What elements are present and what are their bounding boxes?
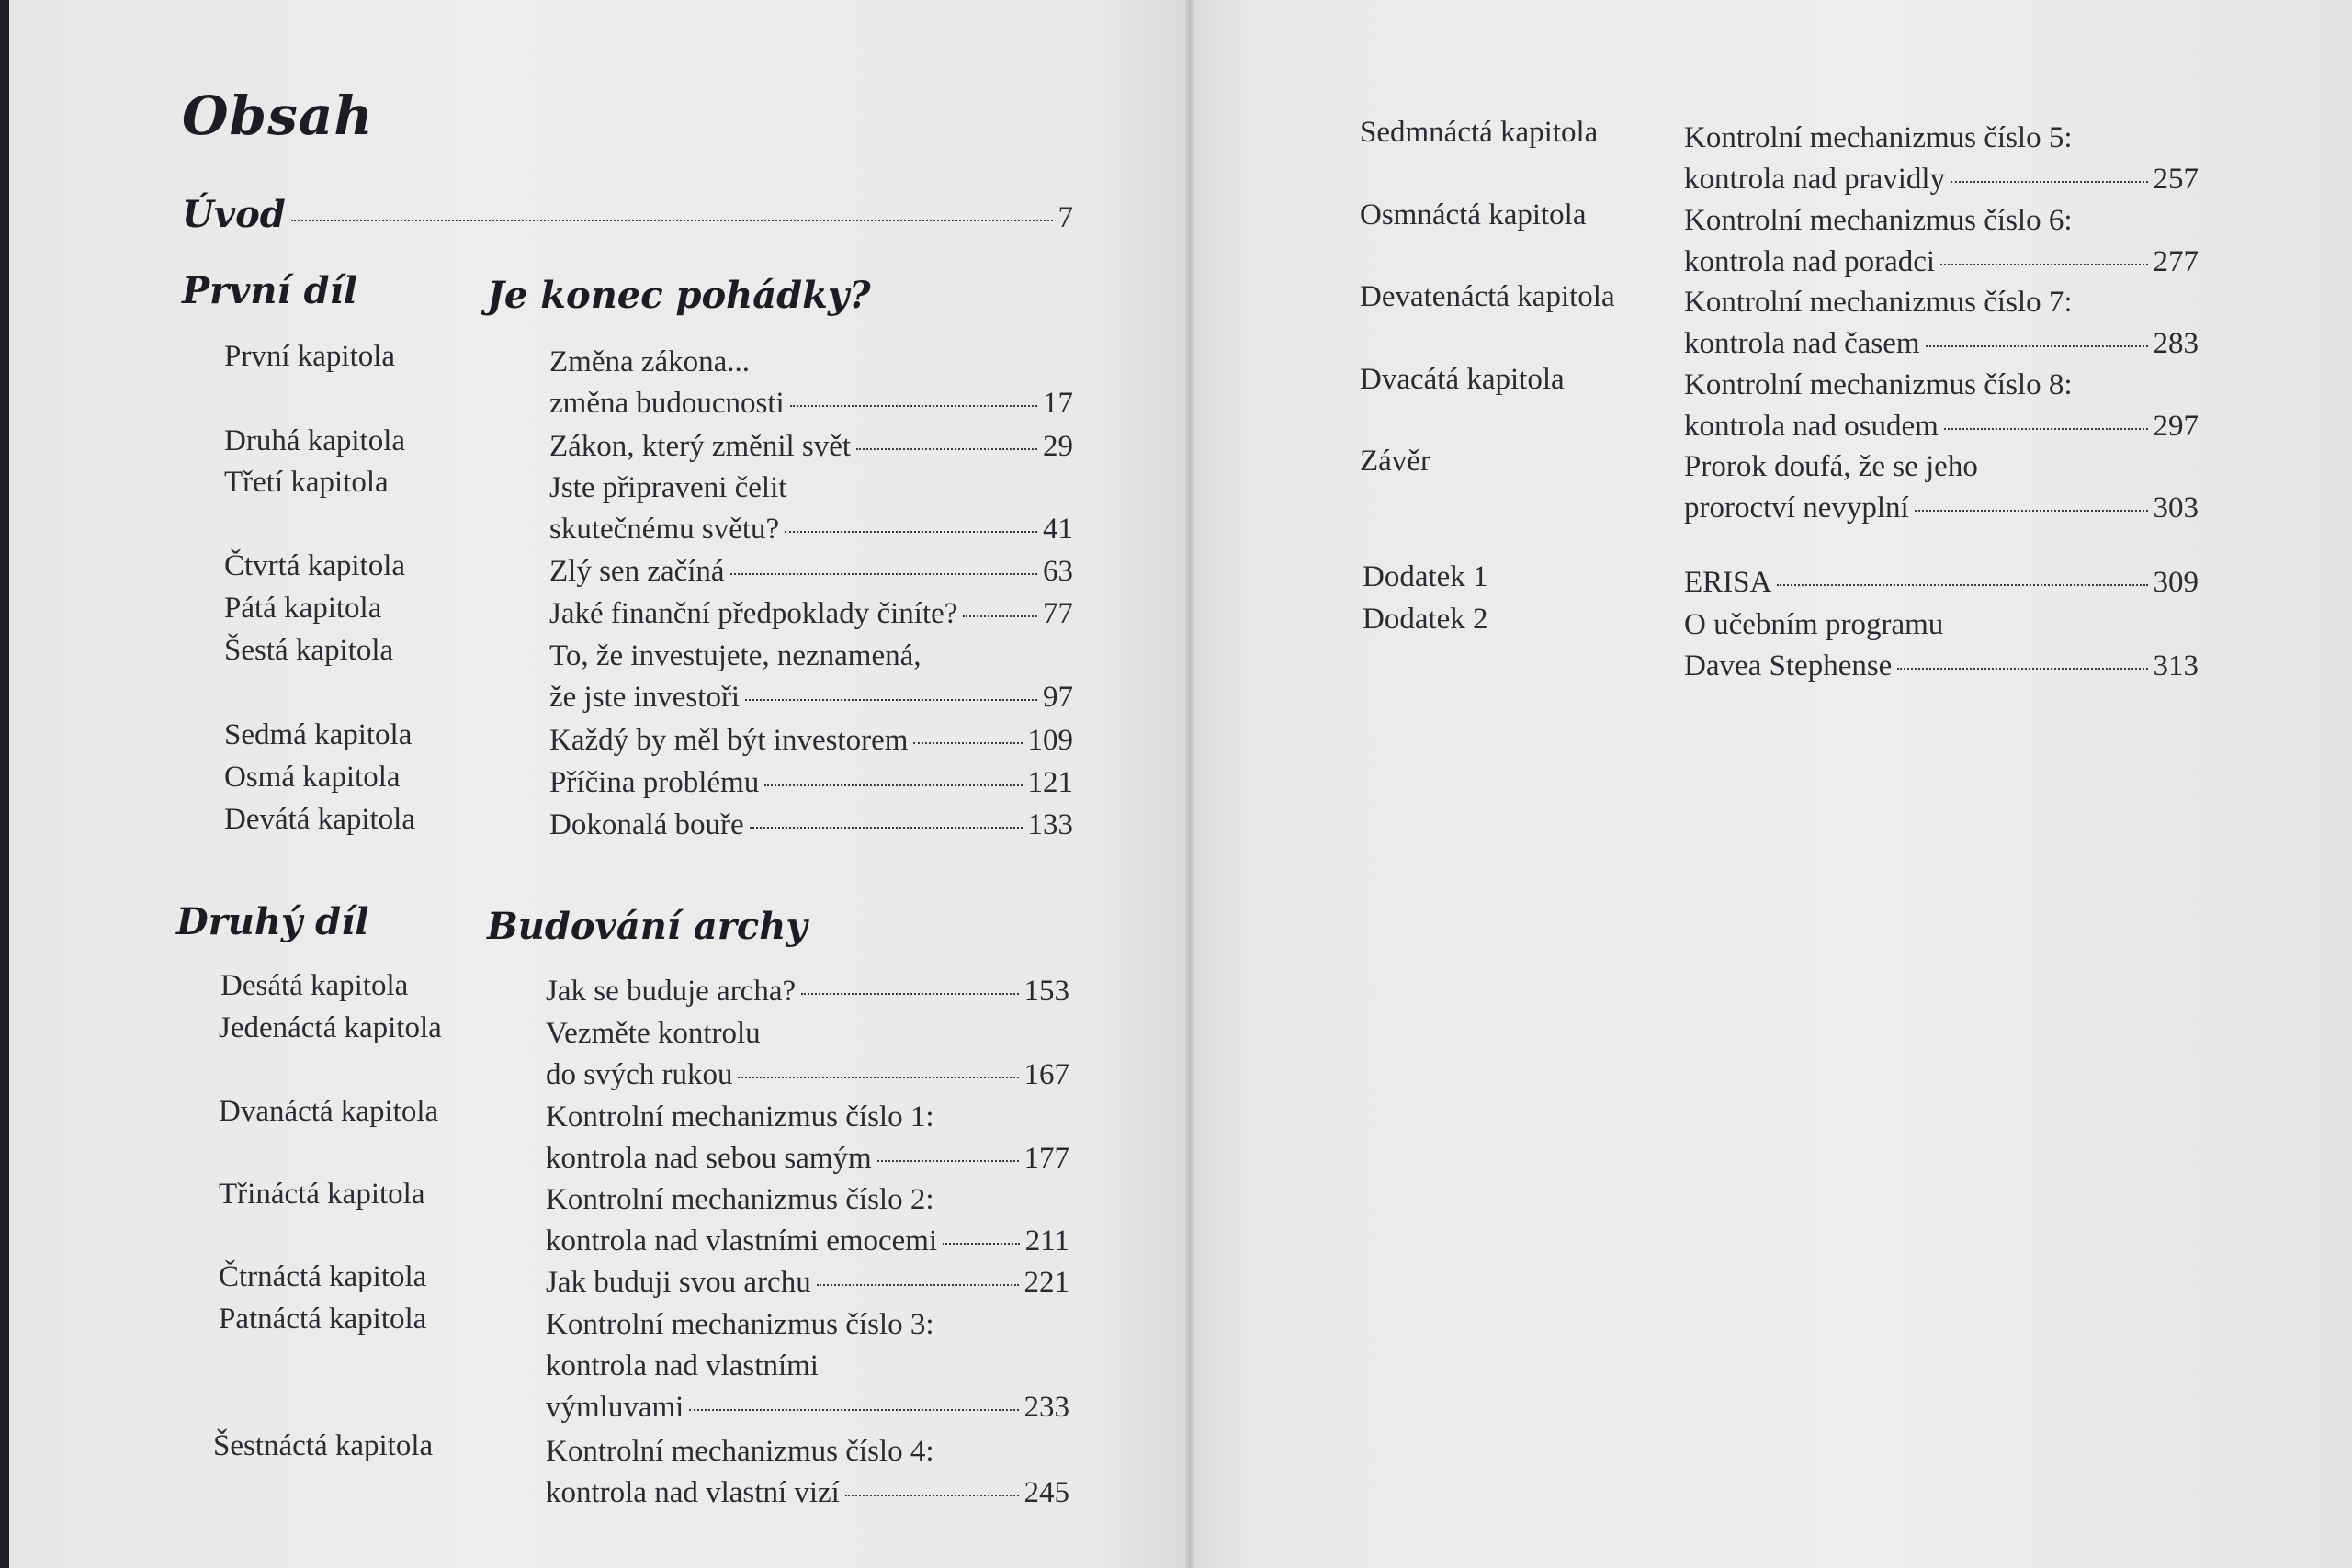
- dot-leader: [1926, 345, 2148, 347]
- page-number: 121: [1027, 766, 1073, 799]
- chapter-title-line: kontrola nad vlastní vizí: [546, 1476, 840, 1509]
- chapter-label: Osmá kapitola: [224, 761, 401, 794]
- chapter-final-line: [549, 551, 1073, 592]
- dot-leader: [1944, 428, 2148, 430]
- chapter-title-line: že jste investoři: [549, 681, 741, 714]
- chapter-final-line: [549, 593, 1073, 635]
- dot-leader: [764, 784, 1022, 786]
- chapter-final-line: [546, 1138, 1069, 1179]
- dot-leader: [877, 1160, 1019, 1162]
- dot-leader: [943, 1243, 1020, 1245]
- part2-title: Budování archy: [487, 905, 808, 948]
- dot-leader: [790, 405, 1037, 407]
- chapter-title-line: změna budoucnosti: [549, 387, 785, 420]
- chapter-final-line: [549, 426, 1073, 468]
- chapter-final-line: [1684, 646, 2199, 687]
- dot-leader: [963, 615, 1037, 617]
- part1-label: První díl: [182, 269, 357, 312]
- chapter-final-line: [1684, 488, 2199, 529]
- chapter-entry: [1684, 446, 2199, 529]
- chapter-entry: [1684, 365, 2199, 447]
- page-number: 41: [1043, 513, 1073, 546]
- chapter-title-line: proroctví nevyplní: [1684, 491, 1909, 525]
- chapter-final-line: [549, 720, 1073, 761]
- page-number: 297: [2153, 410, 2199, 443]
- chapter-entry: [546, 1262, 1069, 1303]
- page-number: 29: [1043, 430, 1073, 463]
- chapter-label: Šestá kapitola: [224, 634, 394, 667]
- chapter-entry: [549, 593, 1073, 635]
- dot-leader: [750, 827, 1023, 829]
- chapter-label: Osmnáctá kapitola: [1360, 198, 1587, 231]
- chapter-final-line: [549, 805, 1073, 846]
- chapter-label: Čtrnáctá kapitola: [219, 1260, 427, 1293]
- chapter-title-line: Jaké finanční předpoklady činíte?: [549, 597, 958, 630]
- dot-leader: [913, 742, 1022, 744]
- chapter-final-line: [1684, 562, 2199, 604]
- chapter-title-line: Kontrolní mechanizmus číslo 5:: [1684, 121, 2073, 154]
- chapter-entry: [549, 762, 1073, 804]
- chapter-title-line: Kontrolní mechanizmus číslo 6:: [1684, 204, 2073, 237]
- page-number: 153: [1023, 975, 1069, 1008]
- chapter-entry: [546, 1304, 1069, 1428]
- chapter-title-line: skutečnému světu?: [549, 513, 780, 546]
- dot-leader: [745, 699, 1037, 701]
- chapter-label: Devátá kapitola: [224, 803, 415, 836]
- chapter-entry: [549, 551, 1073, 592]
- part2-label: Druhý díl: [176, 900, 369, 943]
- chapter-title-line: Vezměte kontrolu: [546, 1017, 761, 1050]
- chapter-label: Třináctá kapitola: [219, 1178, 425, 1211]
- chapter-entry: [549, 468, 1073, 550]
- dot-leader: [785, 531, 1037, 533]
- chapter-label: Šestnáctá kapitola: [213, 1429, 434, 1462]
- chapter-entry: [1684, 562, 2199, 604]
- chapter-label: Dvacátá kapitola: [1360, 363, 1565, 396]
- dot-leader: [1915, 510, 2148, 512]
- chapter-entry: [546, 1431, 1069, 1514]
- chapter-title-line: Zlý sen začíná: [549, 555, 725, 588]
- chapter-title-line: Davea Stephense: [1684, 649, 1893, 682]
- chapter-title-line: Změna zákona...: [549, 345, 751, 378]
- dot-leader: [845, 1495, 1019, 1496]
- page-number: 245: [1023, 1476, 1069, 1509]
- chapter-final-line: [1684, 159, 2199, 200]
- chapter-label: Dodatek 1: [1363, 560, 1488, 593]
- chapter-label: Pátá kapitola: [224, 592, 382, 625]
- dot-leader: [1940, 264, 2147, 265]
- chapter-final-line: [546, 1262, 1069, 1303]
- chapter-entry: [1684, 118, 2199, 200]
- chapter-entry: [546, 1013, 1069, 1096]
- page-number: 63: [1043, 555, 1073, 588]
- chapter-title-line: do svých rukou: [546, 1058, 733, 1091]
- chapter-title-line: výmluvami: [546, 1391, 684, 1424]
- chapter-label: Patnáctá kapitola: [219, 1303, 427, 1336]
- chapter-title-line: Kontrolní mechanizmus číslo 7:: [1684, 286, 2073, 319]
- chapter-label: Dvanáctá kapitola: [219, 1095, 439, 1128]
- dot-leader: [1897, 668, 2147, 670]
- chapter-title-line: Kontrolní mechanizmus číslo 3:: [546, 1308, 934, 1341]
- chapter-title-line: Jak buduji svou archu: [546, 1266, 811, 1299]
- chapter-title-line: Každý by měl být investorem: [549, 724, 909, 757]
- chapter-entry: [1684, 282, 2199, 365]
- chapter-title-line: kontrola nad osudem: [1684, 410, 1939, 443]
- chapter-entry: [1684, 604, 2199, 687]
- chapter-title-line: O učebním programu: [1684, 608, 1944, 641]
- chapter-final-line: [549, 383, 1073, 424]
- page-number: 97: [1043, 681, 1073, 714]
- dot-leader: [817, 1284, 1019, 1286]
- chapter-title-line: Kontrolní mechanizmus číslo 1:: [546, 1100, 934, 1134]
- chapter-label: První kapitola: [224, 340, 396, 373]
- chapter-final-line: [546, 1055, 1069, 1096]
- page-number: 17: [1043, 387, 1073, 420]
- page-number: 109: [1027, 724, 1073, 757]
- page-number: 233: [1023, 1391, 1069, 1424]
- chapter-label: Závěr: [1360, 445, 1430, 478]
- book-gutter: [1185, 0, 1194, 1568]
- chapter-entry: [549, 805, 1073, 846]
- chapter-title-line: Zákon, který změnil svět: [549, 430, 852, 463]
- chapter-title-line: Příčina problému: [549, 766, 760, 799]
- page-number: 211: [1024, 1224, 1069, 1258]
- chapter-title-line: To, že investujete, neznamená,: [549, 639, 922, 672]
- page-number: 133: [1027, 808, 1073, 841]
- chapter-label: Jedenáctá kapitola: [219, 1011, 442, 1044]
- chapter-label: Devatenáctá kapitola: [1360, 280, 1615, 313]
- chapter-title-line: kontrola nad vlastními emocemi: [546, 1224, 938, 1258]
- chapter-title-line: kontrola nad sebou samým: [546, 1142, 872, 1175]
- chapter-label: Třetí kapitola: [224, 466, 389, 499]
- chapter-title-line: kontrola nad časem: [1684, 327, 1920, 360]
- part1-title: Je konec pohádky?: [487, 274, 871, 317]
- page-number: 257: [2153, 163, 2199, 196]
- dot-leader: [1951, 181, 2147, 183]
- chapter-entry: [546, 1097, 1069, 1179]
- chapter-final-line: [1684, 242, 2199, 283]
- chapter-final-line: [549, 762, 1073, 804]
- dot-leader: [1777, 584, 2147, 586]
- chapter-final-line: [549, 509, 1073, 550]
- chapter-title-line: Kontrolní mechanizmus číslo 2:: [546, 1183, 934, 1216]
- chapter-title-line: ERISA: [1684, 566, 1772, 599]
- page-number: 167: [1023, 1058, 1069, 1091]
- toc-title: Obsah: [182, 85, 374, 147]
- chapter-title-line: kontrola nad pravidly: [1684, 163, 1946, 196]
- chapter-final-line: [1684, 323, 2199, 365]
- chapter-label: Sedmnáctá kapitola: [1360, 116, 1599, 149]
- page-number: 177: [1023, 1142, 1069, 1175]
- dot-leader: [689, 1409, 1018, 1411]
- chapter-final-line: [546, 1221, 1069, 1262]
- chapter-final-line: [546, 1472, 1069, 1514]
- chapter-title-line: kontrola nad poradci: [1684, 245, 1936, 278]
- chapter-title-line: Jak se buduje archa?: [546, 975, 797, 1008]
- chapter-entry: [549, 342, 1073, 424]
- page-number: 277: [2153, 245, 2199, 278]
- chapter-entry: [1684, 200, 2199, 283]
- page-number: 283: [2153, 327, 2199, 360]
- chapter-label: Druhá kapitola: [224, 424, 406, 457]
- dot-leader: [730, 573, 1037, 575]
- dot-leader: [801, 993, 1018, 995]
- intro-label: Úvod: [182, 193, 286, 236]
- page-number: 309: [2153, 566, 2199, 599]
- chapter-entry: [546, 1179, 1069, 1262]
- chapter-entry: [549, 636, 1073, 718]
- chapter-title-line: Jste připraveni čelit: [549, 471, 787, 504]
- dot-leader: [856, 448, 1037, 450]
- chapter-final-line: [546, 1387, 1069, 1428]
- chapter-title-line: Dokonalá bouře: [549, 808, 744, 841]
- chapter-label: Čtvrtá kapitola: [224, 549, 406, 582]
- chapter-title-line: Kontrolní mechanizmus číslo 8:: [1684, 368, 2073, 401]
- chapter-entry: [549, 426, 1073, 468]
- page-number: 77: [1043, 597, 1073, 630]
- chapter-title-line: Prorok doufá, že se jeho: [1684, 450, 1978, 483]
- dot-leader: [291, 220, 1053, 221]
- chapter-entry: [549, 720, 1073, 761]
- chapter-title-line: kontrola nad vlastními: [546, 1349, 819, 1382]
- dot-leader: [738, 1077, 1018, 1078]
- chapter-entry: [546, 971, 1069, 1012]
- chapter-final-line: [1684, 406, 2199, 447]
- intro-entry: [182, 193, 1073, 236]
- page-number: 313: [2153, 649, 2199, 682]
- chapter-final-line: [546, 971, 1069, 1012]
- page-number: 221: [1023, 1266, 1069, 1299]
- chapter-label: Dodatek 2: [1363, 603, 1488, 636]
- intro-page: 7: [1057, 201, 1073, 234]
- chapter-label: Sedmá kapitola: [224, 718, 413, 751]
- page-number: 303: [2153, 491, 2199, 525]
- chapter-title-line: Kontrolní mechanizmus číslo 4:: [546, 1435, 934, 1468]
- chapter-label: Desátá kapitola: [220, 969, 409, 1002]
- chapter-final-line: [549, 677, 1073, 718]
